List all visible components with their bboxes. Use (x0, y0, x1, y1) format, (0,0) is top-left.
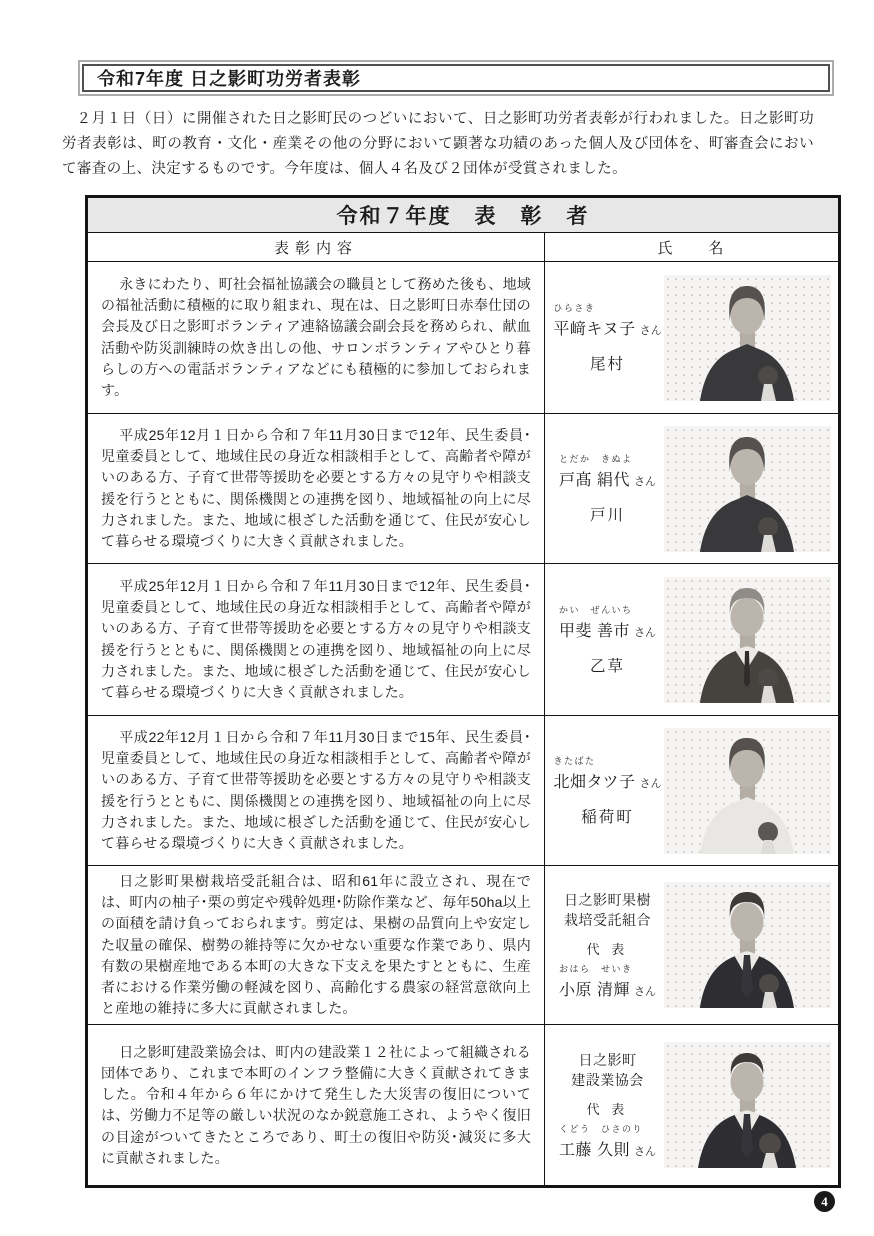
award-description: 日之影町建設業協会は、町内の建設業１２社によって組織される団体であり、これまで本町のインフラ整備に大きく貢献されてきました。令和４年から６年にかけて発生した大災害の復旧については、労働力不足等の厳しい状況のなか鋭意施工され、ようやく復旧の目途がついてきたところであり、町土の復旧や防災･減災に多大に貢献されました。 (101, 1043, 531, 1166)
recipient-furigana: ひらさき (553, 303, 596, 313)
award-table (85, 195, 841, 1188)
representative-label: 代 表 (586, 1102, 629, 1118)
table-title-row (87, 197, 840, 233)
table-title: 令和７年度 表 彰 者 (87, 197, 840, 233)
recipient-furigana: おはら せいき (559, 964, 633, 975)
article-title: 令和7年度 日之影町功労者表彰 (97, 69, 362, 89)
honorific: さん (633, 476, 656, 488)
recipient-photo (664, 426, 831, 552)
recipient-furigana: かい ぜんいち (559, 605, 633, 615)
award-description: 平成22年12月１日から令和７年11月30日まで15年、民生委員･児童委員として、地域住民の身近な相談相手として、高齢者や障がいのある方、子育て世帯等援助を必要とする方々の見守りや相談支援を行うとともに、関係機関との連携を図り、地域福祉の向上に尽力されました。また、地域に根ざした活動を通じて、住民が安心して暮らせる環境づくりに大きく貢献されました。 (101, 728, 531, 851)
recipient-district: 乙草 (589, 658, 625, 675)
recipient-text-area (545, 452, 664, 525)
honorific: さん (639, 778, 662, 790)
recipient-text-area (545, 890, 664, 1000)
award-description-cell (87, 866, 545, 1025)
representative-label: 代 表 (586, 942, 629, 958)
recipient-cell (545, 414, 840, 564)
award-row (87, 716, 840, 866)
organization-name: 日之影町 (578, 1052, 637, 1069)
honorific: さん (639, 325, 662, 337)
honorific: さん (633, 1146, 656, 1159)
recipient-name: 平﨑キヌ子 さん (553, 321, 662, 338)
recipient-photo (664, 1042, 831, 1168)
organization-name: 建設業協会 (571, 1072, 644, 1089)
column-header-content: 表彰内容 (87, 233, 545, 262)
honorific: さん (633, 627, 656, 639)
recipient-name: 甲斐 善市 さん (559, 623, 656, 640)
column-header-name: 氏 名 (545, 233, 840, 262)
recipient-photo (664, 882, 831, 1008)
award-description-cell (87, 564, 545, 716)
recipient-district: 尾村 (589, 356, 625, 373)
recipient-text-area (545, 754, 664, 827)
award-row (87, 866, 840, 1025)
person-silhouette-icon (664, 275, 831, 401)
person-silhouette-icon (664, 426, 831, 552)
person-silhouette-icon (664, 577, 831, 703)
recipient-text-area (545, 301, 664, 374)
recipient-text-area (545, 1050, 664, 1160)
award-description-cell (87, 716, 545, 866)
recipient-cell (545, 866, 840, 1025)
award-description: 日之影町果樹栽培受託組合は、昭和61年に設立され、現在では、町内の柚子･栗の剪定や残幹処理･防除作業など、毎年50ha以上の面積を請け負っておられます。剪定は、果樹の品質向上や安定した収量の確保、樹勢の維持等に欠かせない重要な作業であり、県内有数の果樹産地である本町の大きな下支えを果たすとともに、生産者における作業労働の軽減を図り、高齢化する農家の経営意欲向上と産地の維持に多大に貢献されました。 (101, 873, 531, 1017)
award-row (87, 262, 840, 414)
recipient-photo (664, 275, 831, 401)
recipient-name: 北畑タツ子 さん (553, 774, 662, 791)
recipient-text-area (545, 603, 664, 676)
recipient-cell (545, 262, 840, 414)
intro-paragraph: ２月１日（日）に開催された日之影町民のつどいにおいて、日之影町功労者表彰が行われました。日之影町功労者表彰は、町の教育・文化・産業その他の分野において顕著な功績のあった個人及び団体を、町審査会において審査の上、決定するものです。今年度は、個人４名及び２団体が受賞されました。 (62, 111, 814, 177)
recipient-photo (664, 728, 831, 854)
recipient-district: 戸川 (589, 507, 625, 524)
award-row (87, 564, 840, 716)
recipient-name: 戸髙 絹代 さん (559, 472, 656, 489)
column-header-row (87, 233, 840, 262)
award-row (87, 414, 840, 564)
recipient-cell (545, 1025, 840, 1187)
recipient-district: 稲荷町 (581, 809, 634, 826)
recipient-furigana: くどう ひさのり (559, 1124, 644, 1135)
recipient-furigana: きたばた (553, 756, 596, 766)
article-title-box (82, 64, 830, 92)
award-description-cell (87, 262, 545, 414)
recipient-cell (545, 716, 840, 866)
recipient-name: 小原 清輝 さん (559, 982, 656, 1000)
person-silhouette-icon (664, 728, 831, 854)
recipient-name: 工藤 久則 さん (559, 1142, 656, 1160)
organization-name: 栽培受託組合 (563, 912, 651, 929)
award-description: 永きにわたり、町社会福祉協議会の職員として務めた後も、地域の福祉活動に積極的に取り組まれ、現在は、日之影町日赤奉仕団の会長及び日之影町ボランティア連絡協議会副会長を務められ、献血活動や防災訓練時の炊き出しの他、サロンボランティアやひとり暮らしの方への電話ボランティアなどにも積極的に参加しておられます。 (101, 275, 531, 398)
organization-name: 日之影町果樹 (563, 892, 651, 909)
award-description-cell (87, 1025, 545, 1187)
person-silhouette-icon (664, 882, 831, 1008)
person-silhouette-icon (664, 1042, 831, 1168)
recipient-photo (664, 577, 831, 703)
award-description-cell (87, 414, 545, 564)
award-row (87, 1025, 840, 1187)
recipient-furigana: とだか きぬよ (559, 454, 633, 464)
award-description: 平成25年12月１日から令和７年11月30日まで12年、民生委員･児童委員として、地域住民の身近な相談相手として、高齢者や障がいのある方、子育て世帯等援助を必要とする方々の見守りや相談支援を行うとともに、関係機関との連携を図り、地域福祉の向上に尽力されました。また、地域に根ざした活動を通じて、住民が安心して暮らせる環境づくりに大きく貢献されました。 (101, 426, 531, 549)
page-number-badge: 4 (814, 1191, 835, 1212)
honorific: さん (633, 986, 656, 999)
recipient-cell (545, 564, 840, 716)
award-description: 平成25年12月１日から令和７年11月30日まで12年、民生委員･児童委員として、地域住民の身近な相談相手として、高齢者や障がいのある方、子育て世帯等援助を必要とする方々の見守りや相談支援を行うとともに、関係機関との連携を図り、地域福祉の向上に尽力されました。また、地域に根ざした活動を通じて、住民が安心して暮らせる環境づくりに大きく貢献されました。 (101, 577, 531, 700)
